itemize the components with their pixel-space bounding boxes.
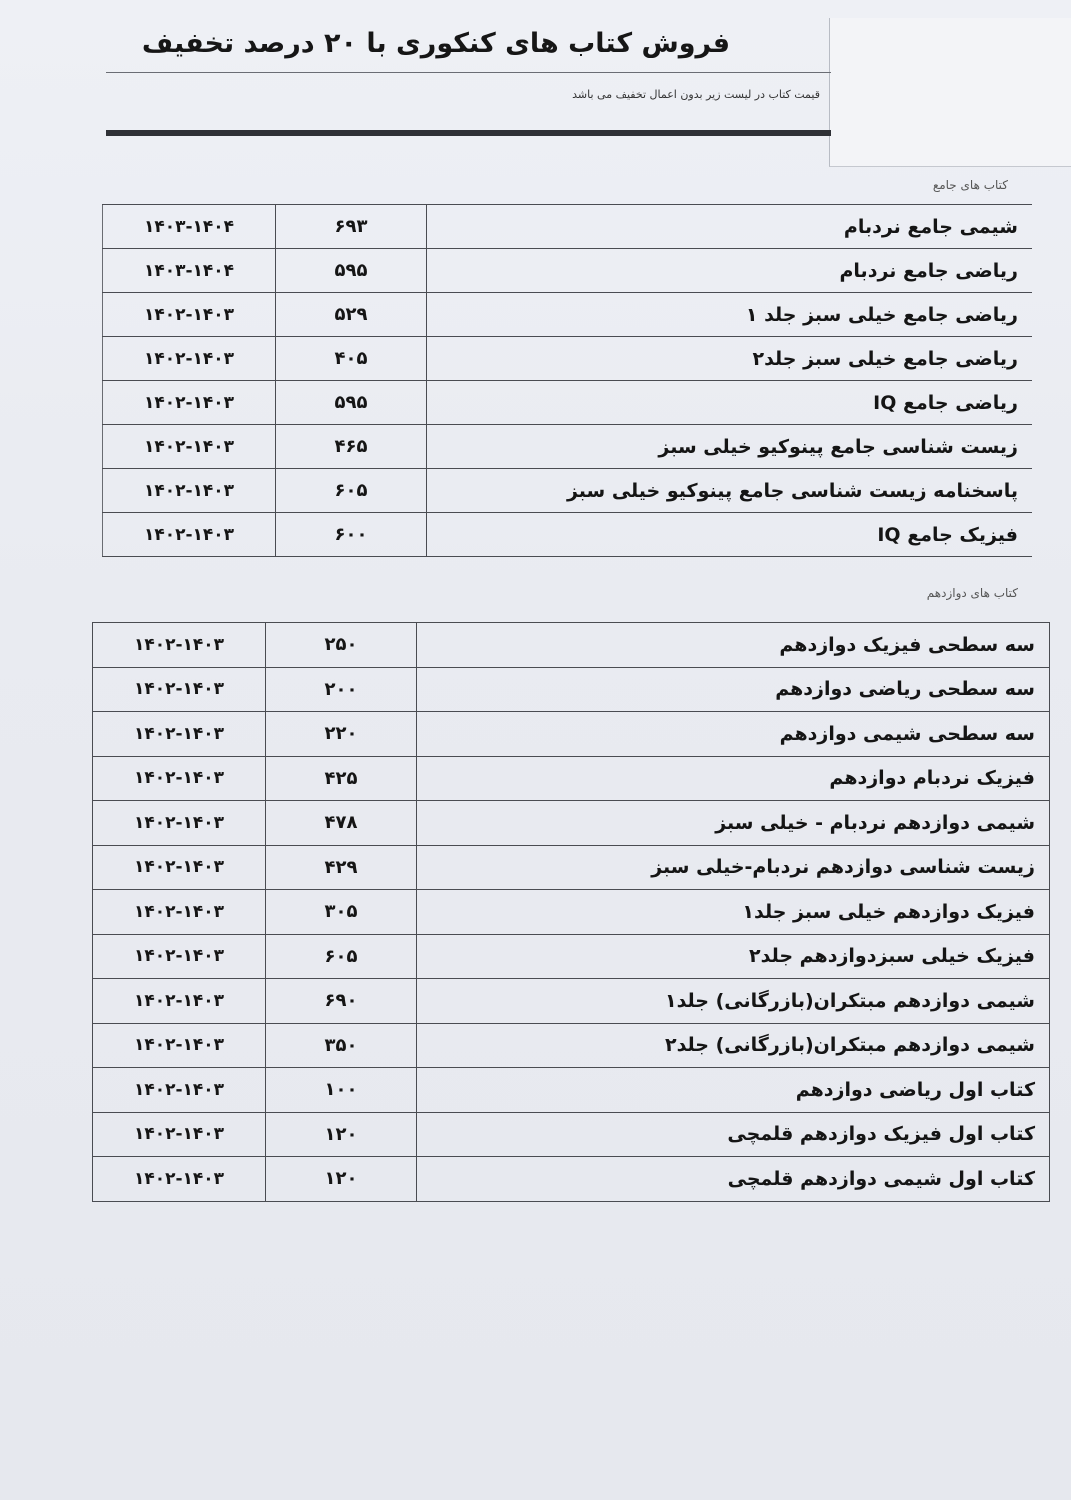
price-cell: ۵۲۹	[276, 293, 427, 337]
year-cell: ۱۴۰۲-۱۴۰۳	[93, 1023, 266, 1068]
book-name-cell: کتاب اول شیمی دوازدهم قلمچی	[417, 1157, 1050, 1202]
title-divider	[106, 72, 831, 73]
table-row	[103, 381, 1033, 425]
table-row	[93, 756, 1050, 801]
price-cell: ۶۹۰	[266, 979, 417, 1024]
year-cell: ۱۴۰۲-۱۴۰۳	[93, 890, 266, 935]
table-row	[93, 845, 1050, 890]
book-name-cell: سه سطحی ریاضی دوازدهم	[417, 667, 1050, 712]
table-row	[93, 712, 1050, 757]
table-row	[103, 337, 1033, 381]
table-row	[93, 1157, 1050, 1202]
table-row	[103, 249, 1033, 293]
book-name-cell: ریاضی جامع خیلی سبز جلد۲	[427, 337, 1033, 381]
book-name-cell: کتاب اول ریاضی دوازدهم	[417, 1068, 1050, 1113]
price-cell: ۳۰۵	[266, 890, 417, 935]
book-name-cell: ریاضی جامع خیلی سبز جلد ۱	[427, 293, 1033, 337]
book-name-cell: سه سطحی فیزیک دوازدهم	[417, 623, 1050, 668]
price-cell: ۴۶۵	[276, 425, 427, 469]
price-cell: ۵۹۵	[276, 249, 427, 293]
price-cell: ۶۰۵	[266, 934, 417, 979]
table-row	[103, 513, 1033, 557]
year-cell: ۱۴۰۲-۱۴۰۳	[93, 1068, 266, 1113]
year-cell: ۱۴۰۲-۱۴۰۳	[93, 667, 266, 712]
price-cell: ۲۲۰	[266, 712, 417, 757]
book-name-cell: فیزیک جامع IQ	[427, 513, 1033, 557]
price-cell: ۴۲۹	[266, 845, 417, 890]
price-cell: ۶۹۳	[276, 205, 427, 249]
table-row	[93, 667, 1050, 712]
book-name-cell: ریاضی جامع نردبام	[427, 249, 1033, 293]
section-label-comprehensive: کتاب های جامع	[932, 178, 1008, 192]
price-cell: ۱۰۰	[266, 1068, 417, 1113]
year-cell: ۱۴۰۲-۱۴۰۳	[93, 979, 266, 1024]
book-name-cell: شیمی دوازدهم نردبام - خیلی سبز	[417, 801, 1050, 846]
year-cell: ۱۴۰۲-۱۴۰۳	[93, 845, 266, 890]
year-cell: ۱۴۰۲-۱۴۰۳	[103, 337, 276, 381]
price-cell: ۱۲۰	[266, 1157, 417, 1202]
price-cell: ۴۲۵	[266, 756, 417, 801]
year-cell: ۱۴۰۲-۱۴۰۳	[93, 756, 266, 801]
table-row	[103, 425, 1033, 469]
year-cell: ۱۴۰۲-۱۴۰۳	[93, 934, 266, 979]
blank-corner-box	[829, 18, 1071, 167]
table-row	[93, 979, 1050, 1024]
price-cell: ۲۰۰	[266, 667, 417, 712]
table-row	[93, 623, 1050, 668]
price-cell: ۵۹۵	[276, 381, 427, 425]
book-name-cell: کتاب اول فیزیک دوازدهم قلمچی	[417, 1112, 1050, 1157]
book-name-cell: شیمی دوازدهم مبتکران(بازرگانی) جلد۲	[417, 1023, 1050, 1068]
table-row	[93, 934, 1050, 979]
price-cell: ۴۷۸	[266, 801, 417, 846]
year-cell: ۱۴۰۲-۱۴۰۳	[93, 801, 266, 846]
table-row	[93, 1023, 1050, 1068]
twelfth-grade-books-table	[92, 622, 1050, 1202]
book-name-cell: شیمی جامع نردبام	[427, 205, 1033, 249]
comprehensive-books-table	[102, 204, 1032, 557]
section-label-twelfth-grade: کتاب های دوازدهم	[926, 586, 1018, 600]
year-cell: ۱۴۰۲-۱۴۰۳	[93, 1157, 266, 1202]
year-cell: ۱۴۰۲-۱۴۰۳	[103, 293, 276, 337]
year-cell: ۱۴۰۳-۱۴۰۴	[103, 205, 276, 249]
year-cell: ۱۴۰۲-۱۴۰۳	[103, 381, 276, 425]
price-cell: ۳۵۰	[266, 1023, 417, 1068]
book-name-cell: شیمی دوازدهم مبتکران(بازرگانی) جلد۱	[417, 979, 1050, 1024]
table-row	[103, 205, 1033, 249]
table-row	[93, 801, 1050, 846]
price-note: قیمت کتاب در لیست زیر بدون اعمال تخفیف می باشد	[572, 88, 820, 101]
book-name-cell: پاسخنامه زیست شناسی جامع پینوکیو خیلی سبز	[427, 469, 1033, 513]
year-cell: ۱۴۰۲-۱۴۰۳	[103, 425, 276, 469]
price-cell: ۲۵۰	[266, 623, 417, 668]
table-row	[93, 1068, 1050, 1113]
book-name-cell: سه سطحی شیمی دوازدهم	[417, 712, 1050, 757]
year-cell: ۱۴۰۲-۱۴۰۳	[93, 623, 266, 668]
year-cell: ۱۴۰۲-۱۴۰۳	[103, 469, 276, 513]
table-row	[103, 293, 1033, 337]
page-title: فروش کتاب های کنکوری با ۲۰ درصد تخفیف	[141, 28, 730, 59]
year-cell: ۱۴۰۲-۱۴۰۳	[93, 1112, 266, 1157]
price-cell: ۴۰۵	[276, 337, 427, 381]
price-cell: ۶۰۵	[276, 469, 427, 513]
year-cell: ۱۴۰۳-۱۴۰۴	[103, 249, 276, 293]
book-name-cell: ریاضی جامع IQ	[427, 381, 1033, 425]
table-row	[93, 890, 1050, 935]
book-name-cell: فیزیک نردبام دوازدهم	[417, 756, 1050, 801]
year-cell: ۱۴۰۲-۱۴۰۳	[103, 513, 276, 557]
table-row	[93, 1112, 1050, 1157]
book-name-cell: فیزیک خیلی سبزدوازدهم جلد۲	[417, 934, 1050, 979]
price-cell: ۱۲۰	[266, 1112, 417, 1157]
price-cell: ۶۰۰	[276, 513, 427, 557]
book-name-cell: فیزیک دوازدهم خیلی سبز جلد۱	[417, 890, 1050, 935]
book-name-cell: زیست شناسی جامع پینوکیو خیلی سبز	[427, 425, 1033, 469]
year-cell: ۱۴۰۲-۱۴۰۳	[93, 712, 266, 757]
book-name-cell: زیست شناسی دوازدهم نردبام-خیلی سبز	[417, 845, 1050, 890]
header-thick-divider	[106, 130, 831, 136]
table-row	[103, 469, 1033, 513]
